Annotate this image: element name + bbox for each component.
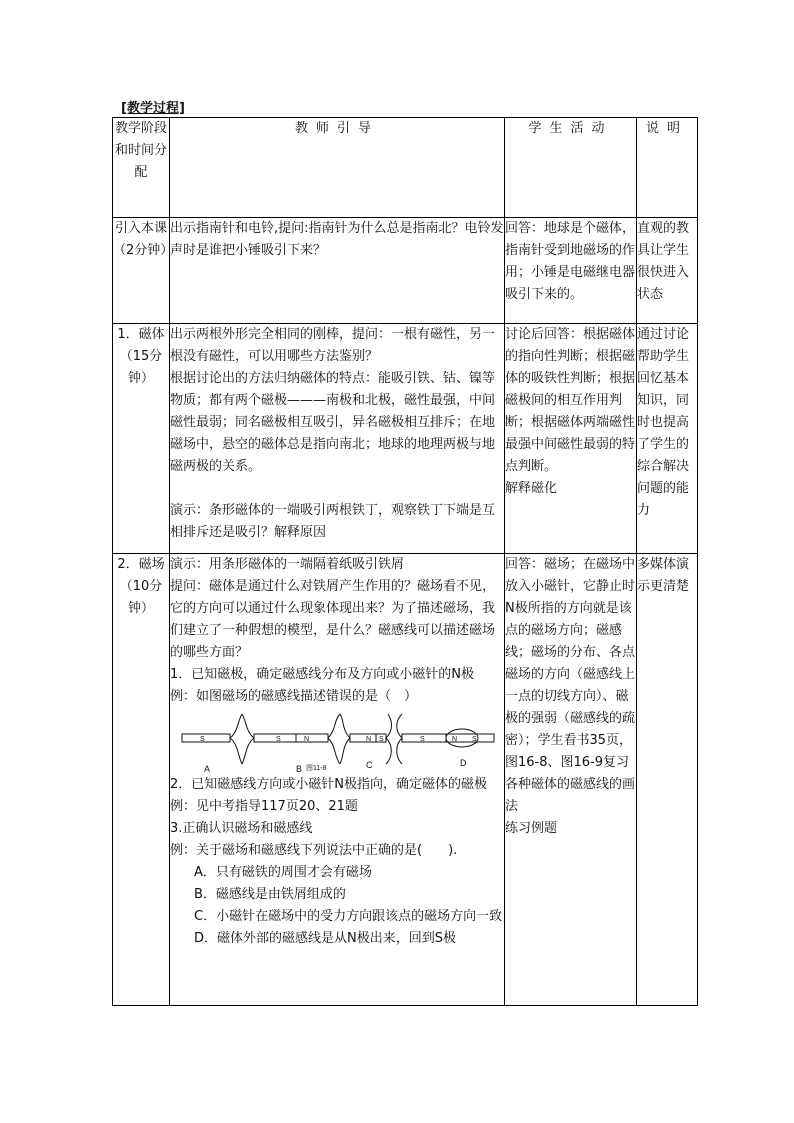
pole-label: S xyxy=(379,736,384,743)
header-student: 学生活动 xyxy=(505,118,637,218)
teacher-text: 提问：磁体是通过什么对铁屑产生作用的？磁场看不见，它的方向可以通过什么现象体现出来？为了描述磁场，我们建立了一种假想的模型，是什么？磁感线可以描述磁场的哪些方面？ xyxy=(170,579,496,660)
student-text: 练习例题 xyxy=(505,821,558,836)
figure-caption: 图11-8 xyxy=(306,765,327,772)
section-title: [教学过程] xyxy=(121,101,185,116)
row-notes: 多媒体演示更清楚 xyxy=(637,554,698,1006)
row-stage: 2．磁场（10分钟） xyxy=(113,554,170,1006)
blank-line xyxy=(170,478,504,500)
teacher-text: 例：如图磁场的磁感线描述错误的是（ ） xyxy=(170,689,418,704)
header-row xyxy=(113,118,698,218)
pole-label: S xyxy=(276,736,281,743)
teacher-text: 演示：条形磁体的一端吸引两根铁丁，观察铁丁下端是互相排斥还是吸引？解释原因 xyxy=(170,503,496,540)
teacher-text: 1．已知磁极，确定磁感线分布及方向或小磁针的N极 xyxy=(170,667,474,682)
teacher-text: 出示指南针和电铃,提问:指南针为什么总是指南北？电铃发声时是谁把小锤吸引下来？ xyxy=(170,221,504,258)
table-row xyxy=(113,554,698,1006)
option-d: D．磁体外部的磁感线是从N极出来，回到S极 xyxy=(194,931,456,946)
row-student xyxy=(505,554,637,1006)
figure-label-a: A xyxy=(204,764,211,774)
header-stage: 教学阶段和时间分配 xyxy=(113,118,170,218)
row-notes: 通过讨论帮助学生回忆基本知识，同时也提高了学生的综合解决问题的能力 xyxy=(637,324,698,554)
row-notes: 直观的教具让学生很快进入状态 xyxy=(637,218,698,324)
table-row xyxy=(113,218,698,324)
row-stage: 1．磁体（15分钟） xyxy=(113,324,170,554)
option-a: A．只有磁铁的周围才会有磁场 xyxy=(194,865,372,880)
row-teacher xyxy=(170,218,505,324)
option-b: B．磁感线是由铁屑组成的 xyxy=(194,887,346,902)
pole-label: N xyxy=(366,736,372,743)
teacher-text: 根据讨论出的方法归纳磁体的特点：能吸引铁、钴、镍等物质；都有两个磁极———南极和北极，磁性最强，中间磁性最弱；同名磁极相互吸引，异名磁极相互排斥；在地磁场中，悬空的磁体总是指向南北；地球的地理两极与地磁两极的关系。 xyxy=(170,371,496,474)
pole-label: N xyxy=(452,736,458,743)
student-text: 解释磁化 xyxy=(505,481,558,496)
lesson-plan-table xyxy=(112,117,698,1006)
row-student: 回答：地球是个磁体，指南针受到地磁场的作用；小锤是电磁继电器吸引下来的。 xyxy=(505,218,637,324)
pole-label: S xyxy=(472,736,477,743)
header-notes: 说明 xyxy=(637,118,698,218)
row-teacher xyxy=(170,324,505,554)
teacher-text: 例：关于磁场和磁感线下列说法中正确的是( ). xyxy=(170,843,458,858)
student-text: 回答：磁场；在磁场中放入小磁针，它静止时N极所指的方向就是该点的磁场方向；磁感线；磁场的分布、各点磁场的方向（磁感线上一点的切线方向）、磁极的强弱（磁感线的疏密）；学生看书35页，图16-8、图16-9复习各种磁体的磁感线的画法 xyxy=(505,557,636,814)
header-teacher: 教师引导 xyxy=(170,118,505,218)
row-student xyxy=(505,324,637,554)
pole-label: N xyxy=(304,736,310,743)
teacher-text: 演示：用条形磁体的一端隔着纸吸引铁屑 xyxy=(170,557,405,572)
option-c: C．小磁针在磁场中的受力方向跟该点的磁场方向一致 xyxy=(194,909,503,924)
pole-label: S xyxy=(200,736,205,743)
figure-label-b: B xyxy=(296,764,303,774)
teacher-text: 例：见中考指导117页20、21题 xyxy=(170,799,358,814)
figure-label-c: C xyxy=(366,760,373,770)
teacher-text: 3.正确认识磁场和磁感线 xyxy=(170,821,313,836)
figure-label-d: D xyxy=(460,758,467,768)
teacher-text: 出示两根外形完全相同的刚棒，提问：一根有磁性，另一根没有磁性，可以用哪些方法鉴别？ xyxy=(170,327,496,364)
magnetic-field-figure xyxy=(180,712,500,774)
table-row xyxy=(113,324,698,554)
row-stage: 引入本课（2分钟） xyxy=(113,218,170,324)
row-teacher xyxy=(170,554,505,1006)
pole-label: S xyxy=(420,736,425,743)
student-text: 讨论后回答：根据磁体的指向性判断；根据磁体的吸铁性判断；根据磁极间的相互作用判断；根据磁体两端磁性最强中间磁性最弱的特点判断。 xyxy=(505,327,636,474)
teacher-text: 2．已知磁感线方向或小磁针N极指向，确定磁体的磁极 xyxy=(170,777,487,792)
